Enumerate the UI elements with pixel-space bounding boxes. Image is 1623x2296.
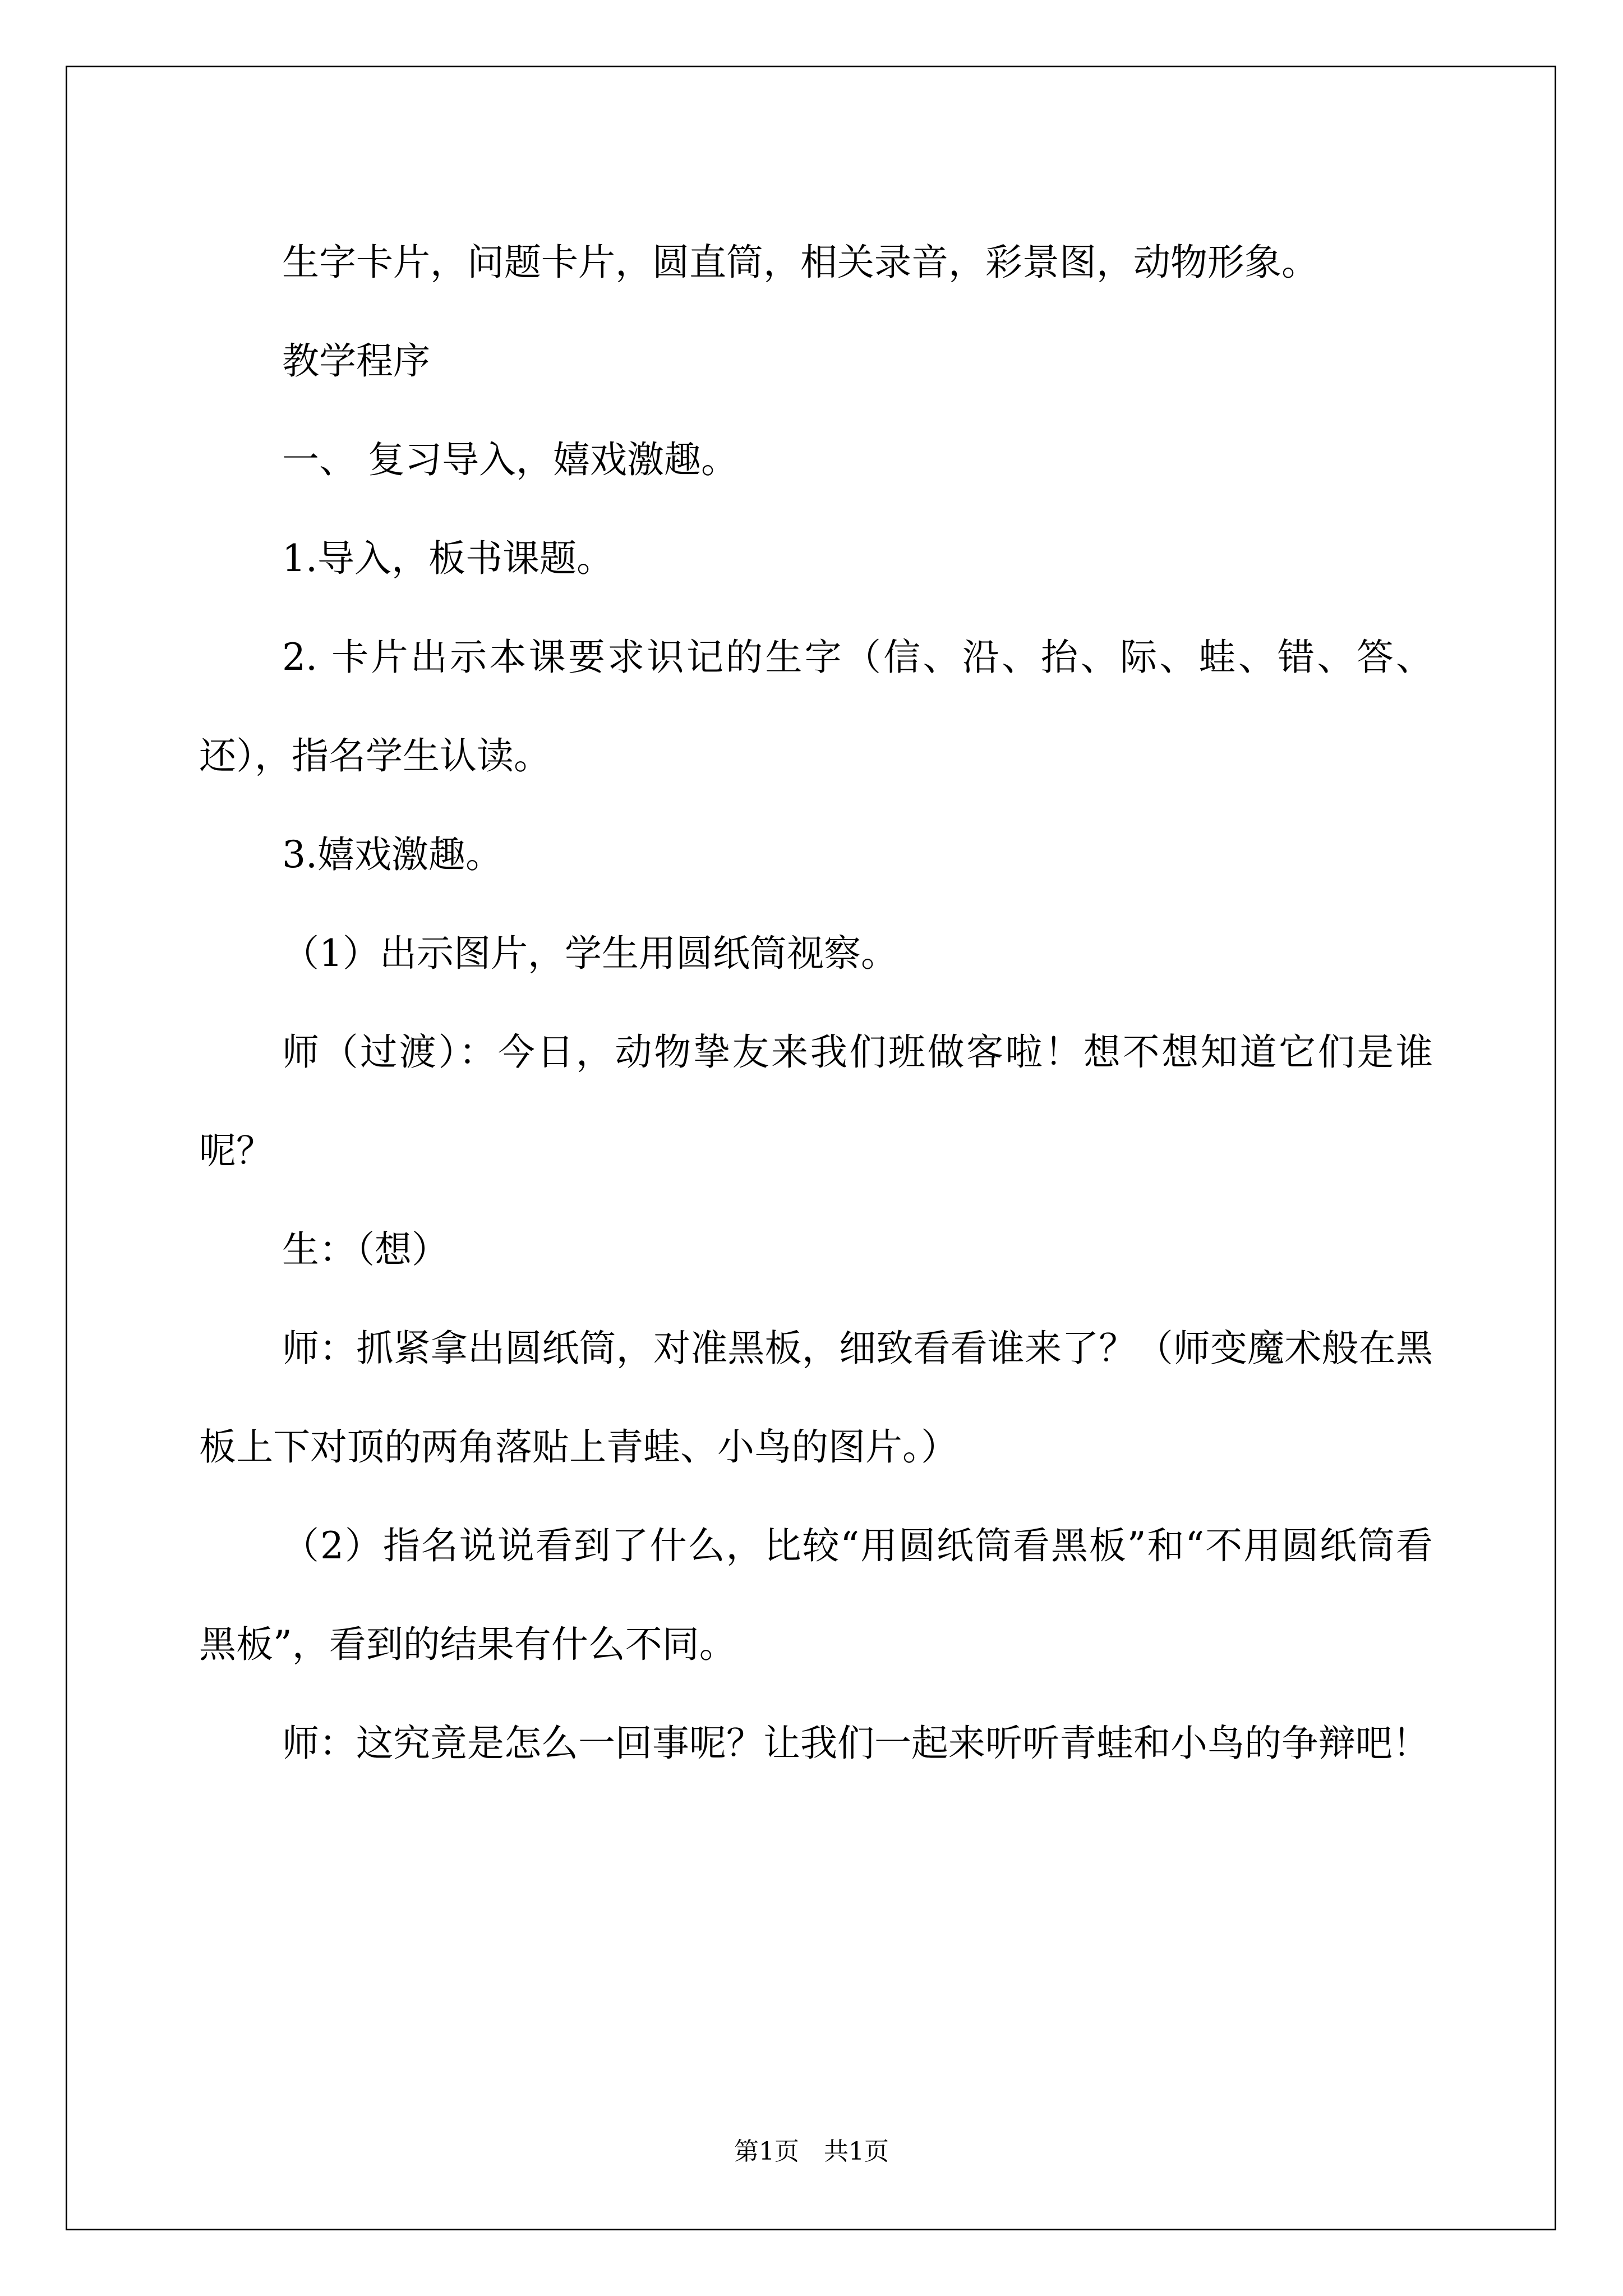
paragraph-teacher-3: 师：这究竟是怎么一回事呢？让我们一起来听听青蛙和小鸟的争辩吧！ [282,1722,1430,1765]
page-footer: 第1页 共1页 [734,2137,889,2166]
paragraph-section-one: 一、 复习导入，嬉戏激趣。 [282,438,738,481]
paragraph-procedure-title: 教学程序 [282,339,430,383]
paragraph-step-3: 3.嬉戏激趣。 [282,833,502,876]
paragraph-student-1: 生：（想） [282,1228,449,1271]
document-body [199,213,1433,1793]
paragraph-teacher-2: 师：抓紧拿出圆纸筒，对准黑板，细致看看谁来了？（师变魔术般在黑板上下对顶的两角落贴上青蛙、小鸟的图片。） [199,1327,1433,1469]
paragraph-step-1: 1.导入，板书课题。 [282,537,614,580]
paragraph-materials: 生字卡片，问题卡片，圆直筒，相关录音，彩景图，动物形象。 [282,241,1318,284]
paragraph-sub-1: （1）出示图片，学生用圆纸筒视察。 [282,932,898,975]
paragraph-step-2: 2. 卡片出示本课要求识记的生字（信、沿、抬、际、蛙、错、答、还），指名学生认读。 [199,636,1433,777]
paragraph-teacher-1: 师（过渡）：今日，动物挚友来我们班做客啦！想不想知道它们是谁呢？ [199,1030,1433,1172]
paragraph-sub-2: （2）指名说说看到了什么，比较“用圆纸筒看黑板”和“不用圆纸筒看黑板”，看到的结果有什么不同。 [199,1524,1433,1666]
